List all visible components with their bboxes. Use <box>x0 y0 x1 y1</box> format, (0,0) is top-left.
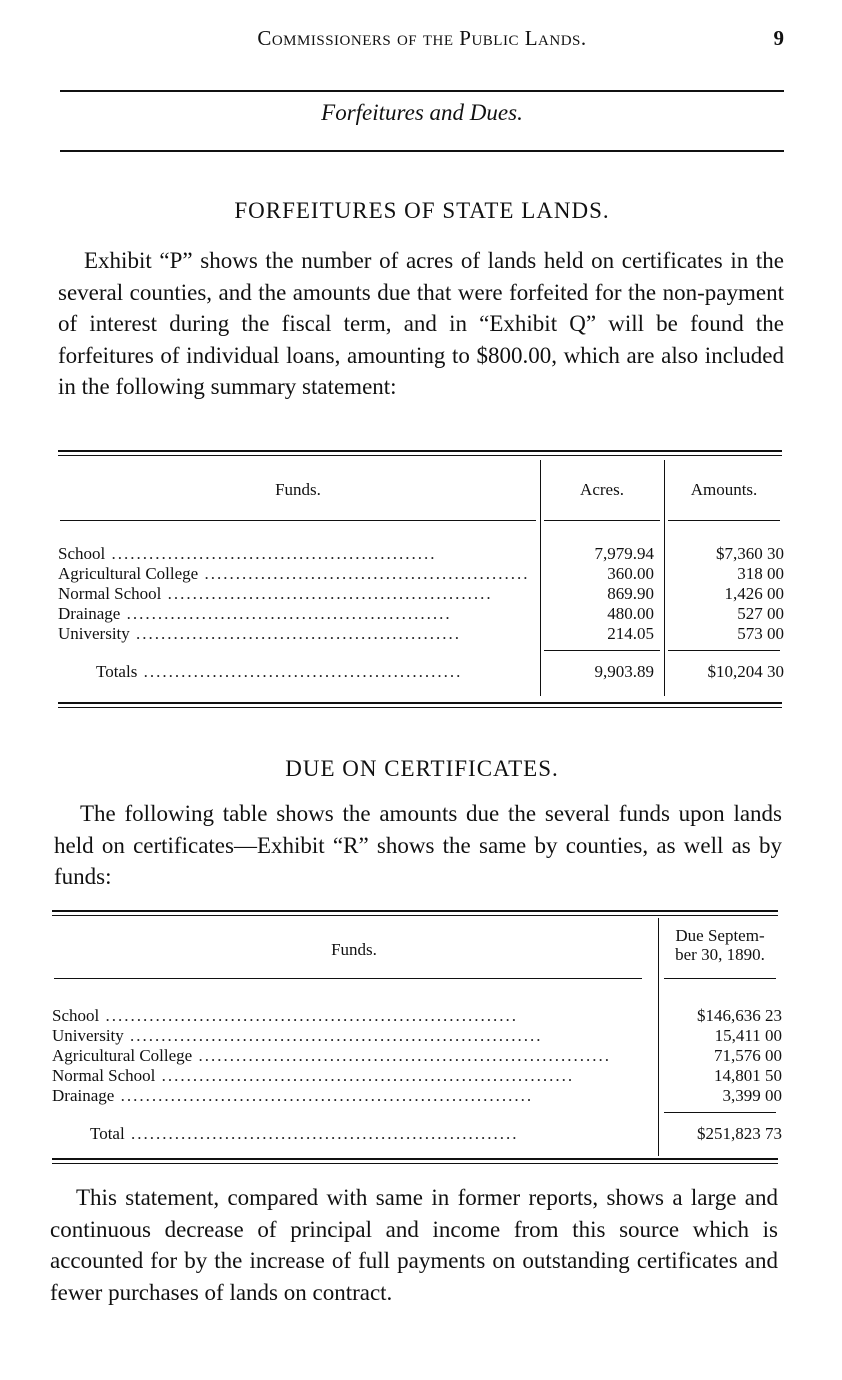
header-acres: Acres. <box>580 480 624 499</box>
header-amounts: Amounts. <box>690 480 758 499</box>
column-divider <box>658 918 659 1156</box>
total-amount: $251,823 73 <box>697 1124 782 1143</box>
acres-cell: 480.00 <box>607 604 654 623</box>
forfeitures-paragraph: Exhibit “P” shows the number of acres of lands held on certificates in the several counties, and the amounts due that were forfeited for the non-payment of interest during the fiscal term, and in “Exhibit Q” will be found the forfeitures of individual loans, amounting to $800.00, which are also included in the following summary statement: <box>58 248 784 399</box>
due-paragraph: The following table shows the amounts due the several funds upon lands held on certificates—Exhibit “R” shows the same by counties, as well as by funds: <box>54 801 782 889</box>
due-amount-cell: 14,801 50 <box>714 1066 782 1085</box>
due-heading: DUE ON CERTIFICATES. <box>285 756 559 781</box>
header-underline <box>60 520 536 521</box>
header-due-date <box>660 926 780 964</box>
table-row: School .................................................................. <box>52 1006 518 1025</box>
table-rule-top <box>58 450 782 456</box>
acres-cell: 214.05 <box>607 624 654 643</box>
table-row: Agricultural College .................................................... <box>58 564 530 583</box>
table-row: Drainage .................................................... <box>58 604 452 623</box>
totals-rule <box>544 650 660 651</box>
forfeitures-table <box>58 450 782 712</box>
table-row: Agricultural College .................................................................. <box>52 1046 611 1065</box>
header-underline <box>544 520 660 521</box>
header-funds: Funds. <box>275 480 321 499</box>
table-rule-bottom <box>52 1158 778 1164</box>
acres-cell: 869.90 <box>607 584 654 603</box>
page-number: 9 <box>773 26 784 50</box>
header-underline <box>668 520 780 521</box>
table-rule-top <box>52 910 778 916</box>
table-row: School .................................................... <box>58 544 437 563</box>
amount-cell: 318 00 <box>737 564 784 583</box>
totals-row: Totals ................................................... <box>96 662 463 681</box>
totals-rule <box>668 650 780 651</box>
totals-acres: 9,903.89 <box>594 662 654 681</box>
header-underline <box>54 978 642 979</box>
header-underline <box>664 978 776 979</box>
amount-cell: 573 00 <box>737 624 784 643</box>
due-table <box>52 910 782 1172</box>
forfeitures-heading: FORFEITURES OF STATE LANDS. <box>234 198 610 223</box>
column-divider <box>664 460 665 696</box>
amount-cell: 527 00 <box>737 604 784 623</box>
total-row: Total .............................................................. <box>90 1124 519 1143</box>
total-rule <box>664 1112 776 1113</box>
acres-cell: 360.00 <box>607 564 654 583</box>
header-funds: Funds. <box>331 940 377 959</box>
amount-cell: $7,360 30 <box>716 544 784 563</box>
totals-amount: $10,204 30 <box>707 662 784 681</box>
header-due-line-1: Due Septem- <box>675 926 765 945</box>
table-row: Normal School .................................................... <box>58 584 493 603</box>
table-rule-bottom <box>58 702 782 708</box>
running-head <box>60 26 784 60</box>
closing-paragraph: This statement, compared with same in former reports, shows a large and continuous decrease of principal and income from this source which is accounted for by the increase of full payments on outstanding certificates and fewer purchases of lands on contract. <box>50 1185 778 1305</box>
rule-top <box>60 90 784 92</box>
table-row: University .................................................................. <box>52 1026 543 1045</box>
section-subtitle: Forfeitures and Dues. <box>321 100 523 125</box>
amount-cell: 1,426 00 <box>724 584 784 603</box>
running-head-title: Commissioners of the Public Lands. <box>257 26 587 50</box>
due-amount-cell: 15,411 00 <box>714 1026 782 1045</box>
table-row: University .................................................... <box>58 624 462 643</box>
table-row: Normal School .................................................................. <box>52 1066 575 1085</box>
due-amount-cell: $146,636 23 <box>697 1006 782 1025</box>
table-row: Drainage .................................................................. <box>52 1086 534 1105</box>
due-amount-cell: 71,576 00 <box>714 1046 782 1065</box>
due-amount-cell: 3,399 00 <box>722 1086 782 1105</box>
rule-below-subtitle <box>60 150 784 152</box>
column-divider <box>540 460 541 696</box>
acres-cell: 7,979.94 <box>594 544 654 563</box>
header-due-line-2: ber 30, 1890. <box>675 945 765 964</box>
